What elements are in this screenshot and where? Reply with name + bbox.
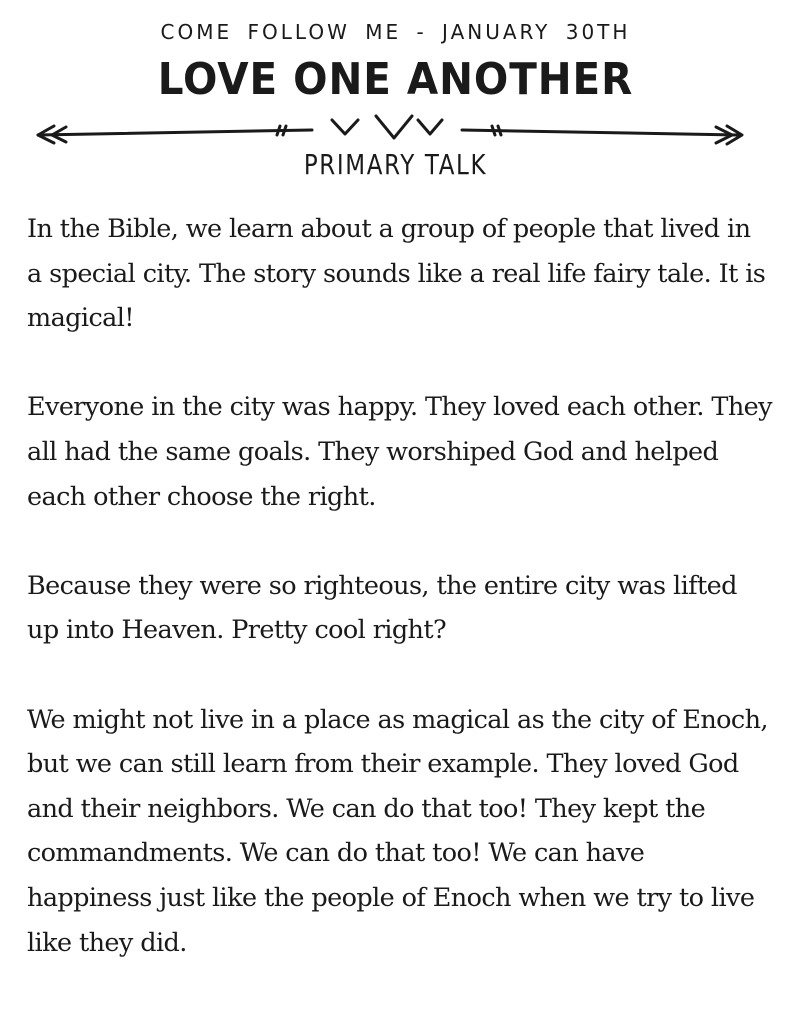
document-kicker: PRIMARY TALK bbox=[303, 148, 488, 181]
paragraph: Everyone in the city was happy. They loved each other. They all had the same goals. They worshiped God and helped each other choose the right. bbox=[27, 392, 772, 512]
arrow-divider-icon bbox=[30, 108, 755, 148]
document-title: LOVE ONE ANOTHER bbox=[157, 54, 634, 105]
paragraph: In the Bible, we learn about a group of people that lived in a special city. The story sounds like a real life fairy tale. It is magical! bbox=[27, 214, 766, 334]
talk-body bbox=[27, 207, 772, 1010]
paragraph: We might not live in a place as magical as the city of Enoch, but we can still learn from their example. They loved God and their neighbors. We can do that too! They kept the commandments. We can do that too! We can have happiness just like the people of Enoch when we try to live like they did. bbox=[27, 704, 768, 958]
paragraph: Because they were so righteous, the entire city was lifted up into Heaven. Pretty cool right? bbox=[27, 570, 737, 646]
document-subtitle: COME FOLLOW ME - JANUARY 30TH bbox=[160, 20, 631, 44]
document-header bbox=[0, 0, 791, 200]
